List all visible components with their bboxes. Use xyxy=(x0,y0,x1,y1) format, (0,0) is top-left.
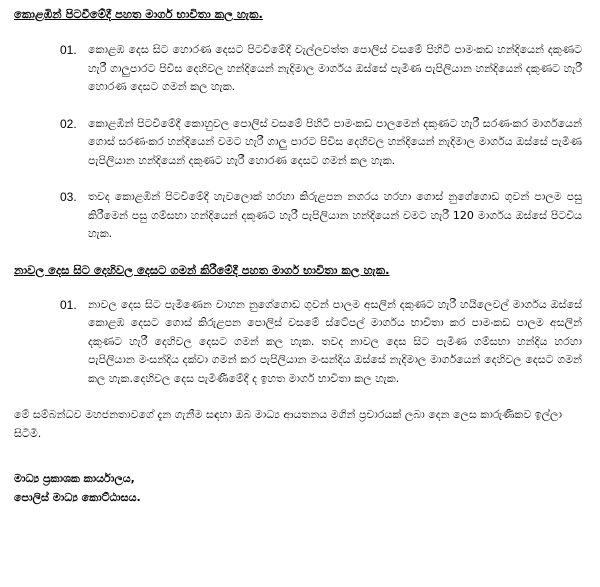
signoff-office: මාධ්‍ය ප්‍රකාශක කාර්යාලය, xyxy=(14,472,135,485)
signoff-division: පොලිස් මාධ්‍ය කොට්ඨාසය. xyxy=(14,491,141,504)
item-number: 03. xyxy=(60,190,77,204)
item-number: 01. xyxy=(60,297,77,312)
list-item xyxy=(60,188,586,244)
item-text: කොළඹින් පිටවීමේදී කොහුවල පොලිස් වසමේ පිහිටි පාමංකඩ පාලමෙන් දකුණට හැරී සරණංකර මාර්ගයෙන් ගොස් සරණංකර හන්දියෙන් වමට හැරී ගාලු පාරට පිවිස දෙහිවල හන්දියෙන් නැදිමාල මාර්ගය ඔස්සේ පැමිණ පැපිලියාන හන්දියෙන් දකුණට හැරී හොරණ දෙසට ගමන් කල හැක. xyxy=(88,116,582,167)
item-number: 02. xyxy=(60,116,77,131)
item-number: 01. xyxy=(60,43,77,57)
list-item xyxy=(60,115,586,171)
section-heading-nawala-dehiwala: නාවල දෙස සිට දෙහිවල දෙසට ගමන් කිරීමේදී පහත මාර්ග භාවිතා කල හැක. xyxy=(14,262,390,277)
closing-paragraph: මේ සම්බන්ධව මහජනතාවගේ දැන ගැනීම සඳහා ඔබ මාධ්‍ය ආයතනය මගින් ප්‍රචාරයක් ලබා දෙන ලෙස කාරුණිකව ඉල්ලා සිටිමි. xyxy=(14,408,563,440)
section-heading-colombo-exit: කොළඹින් පිටවීමේදී පහත මාර්ග භාවිතා කල හැක. xyxy=(14,7,263,21)
list-item xyxy=(60,41,586,97)
item-text: තවද කොළඹින් පිටවීමේදී හැවලොක් හරහා කිරුළපන නගරය හරහා ගොස් නුගේගොඩ ගුවන් පාලම පසු කිරීමෙන් පසු ගම්සභා හන්දියෙන් දකුණට හැරී පැපිලියාන හන්දියෙන් වමට හැරී 120 මාර්ගය ඔස්සේ පිටවිය හැක. xyxy=(88,190,582,240)
item-text: නාවල දෙස සිට පැමිණෙන වාහන නුගේගොඩ ගුවන් පාලම අසලින් දකුණට හැරී හයිලෙවල් මාර්ගය ඔස්සේ කොළඹ දෙසට ගොස් කිරුළපන පොලිස් වසමේ ස්ටේපල් මාර්ගය භාවිතා කර පාමංකඩ පාලම අසලින් දකුණට හැරී දෙහිවල දෙසට ගමන් කල හැක. තවද නාවල දෙස සිට පැමිණ ගම්සභා හන්දිය හරහා පැපිලියාන මංසන්දිය දක්වා ගමන් කර පැපිලියාන මංසන්දිය ඔස්සේ නැදිමාල මාර්ගයෙන් දෙහිවල දෙසට ගමන් කල හැක.දෙහිවල දෙස පැමිණීමේදී ද ඉහත මාර්ග භාවිතා කල හැක. xyxy=(88,297,582,385)
list-item xyxy=(60,296,586,389)
item-text: කොළඹ දෙස සිට හොරණ දෙසට පිටවීමේදී වැල්ලවත්ත පොලිස් වසමේ පිහිටි පාමංකඩ හන්දියෙන් දකුණට හැරී ගාලුපාරට පිවිස දෙහිවල හන්දියෙන් නැදිමාල මාර්ගය ඔස්සේ පැමිණ පැපිලියාන හන්දියෙන් දකුණට හැරී හොරණ දෙසට ගමන් කල හැක. xyxy=(88,43,582,93)
